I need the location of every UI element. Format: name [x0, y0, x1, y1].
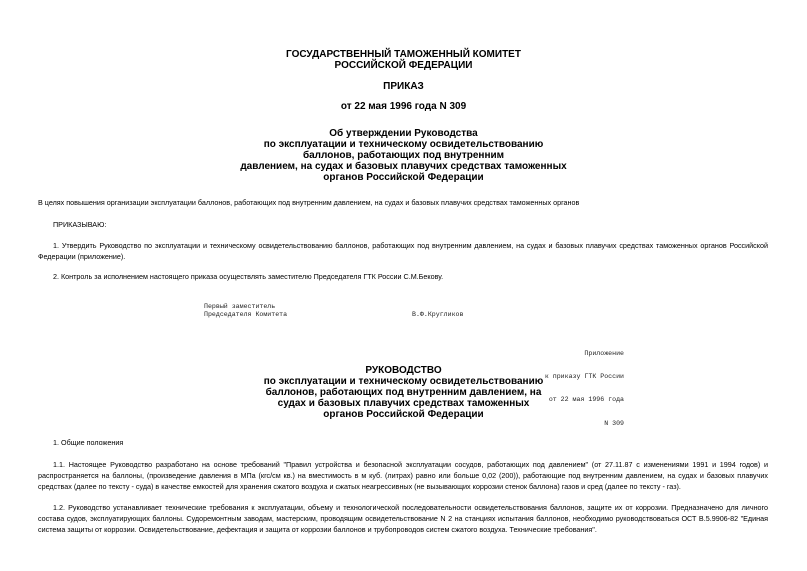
guide-title — [0, 365, 807, 420]
document-date-number: от 22 мая 1996 года N 309 — [340, 101, 467, 112]
order-title-line: баллонов, работающих под внутренним — [302, 150, 505, 161]
document-type: ПРИКАЗ — [383, 81, 424, 92]
agency-name-line2: РОССИЙСКОЙ ФЕДЕРАЦИИ — [334, 60, 473, 71]
guide-title-line: судах и базовых плавучих средствах таможенных — [277, 398, 530, 409]
preamble: В целях повышения организации эксплуатации баллонов, работающих под внутренним давлением, на судах и базовых плавучих средствах таможенных органов — [38, 198, 580, 207]
signature-name: В.Ф.Кругликов — [412, 311, 464, 318]
section-paragraph-1-2: 1.2. Руководство устанавливает технические требования к эксплуатации, объему и технологической последовательности освидетельствования баллонов, защите их от коррозии. Предназначено для личного состава судов, эксплуатирующих баллоны. Судоремонтным заводам, мастерским, проводящим освидетельствование N 2 на станциях испытания баллонов, необходимо руководствоваться ОСТ В.5.9906-82 "Единая система защиты от коррозии. Освидетельствование, дефектация и защита от коррозии баллонов и трубопроводов систем сжатого воздуха. Технические требования". — [38, 503, 768, 534]
appendix-note-line: от 22 мая 1996 года — [548, 396, 624, 404]
order-title-line: по эксплуатации и техническому освидетельствованию — [263, 139, 544, 150]
signature-position-line2: Председателя Комитета — [204, 311, 288, 318]
appendix-note-line: N 309 — [604, 419, 624, 427]
agency-name-line1: ГОСУДАРСТВЕННЫЙ ТАМОЖЕННЫЙ КОМИТЕТ — [286, 49, 521, 60]
clause-2: 2. Контроль за исполнением настоящего приказа осуществлять заместителю Председателя ГТК России С.М.Бекову. — [53, 272, 444, 281]
order-word: ПРИКАЗЫВАЮ: — [53, 220, 107, 229]
section-paragraph-1-1: 1.1. Настоящее Руководство разработано на основе требований "Правил устройства и безопасной эксплуатации сосудов, работающих под давлением" (от 27.11.87 с изменениями 1991 и 1994 годов) и распространяется на баллоны, (произведение давления в МПа (кгс/см кв.) на вместимость в м куб. (литрах) равно или больше 0,02 (200)), работающие под внутренним давлением, на судах и базовых плавучих средствах (далее по тексту - суда) в качестве емкостей для хранения сжатого воздуха и сжатых неагрессивных (не вызывающих коррозии стенок баллона) газов и сред (далее по тексту - газ). — [38, 460, 768, 491]
order-title-line: органов Российской Федерации — [323, 172, 484, 183]
order-title-line: Об утверждении Руководства — [329, 128, 478, 139]
order-title — [0, 128, 807, 183]
clause-1: 1. Утвердить Руководство по эксплуатации и техническому освидетельствованию баллонов, работающих под внутренним давлением, на судах и базовых плавучих средствах таможенных органов Российской Федерации (приложение). — [38, 241, 768, 261]
guide-title-line: баллонов, работающих под внутренним давлением, на — [265, 387, 542, 398]
signature-position-line1: Первый заместитель — [204, 303, 276, 310]
guide-title-line: по эксплуатации и техническому освидетельствованию — [263, 376, 544, 387]
guide-title-line: РУКОВОДСТВО — [365, 365, 442, 376]
guide-title-line: органов Российской Федерации — [323, 409, 484, 420]
section-heading: 1. Общие положения — [53, 438, 124, 447]
appendix-note-line: к приказу ГТК России — [544, 372, 624, 380]
appendix-note-line: Приложение — [584, 349, 624, 357]
order-title-line: давлением, на судах и базовых плавучих средствах таможенных — [240, 161, 567, 172]
